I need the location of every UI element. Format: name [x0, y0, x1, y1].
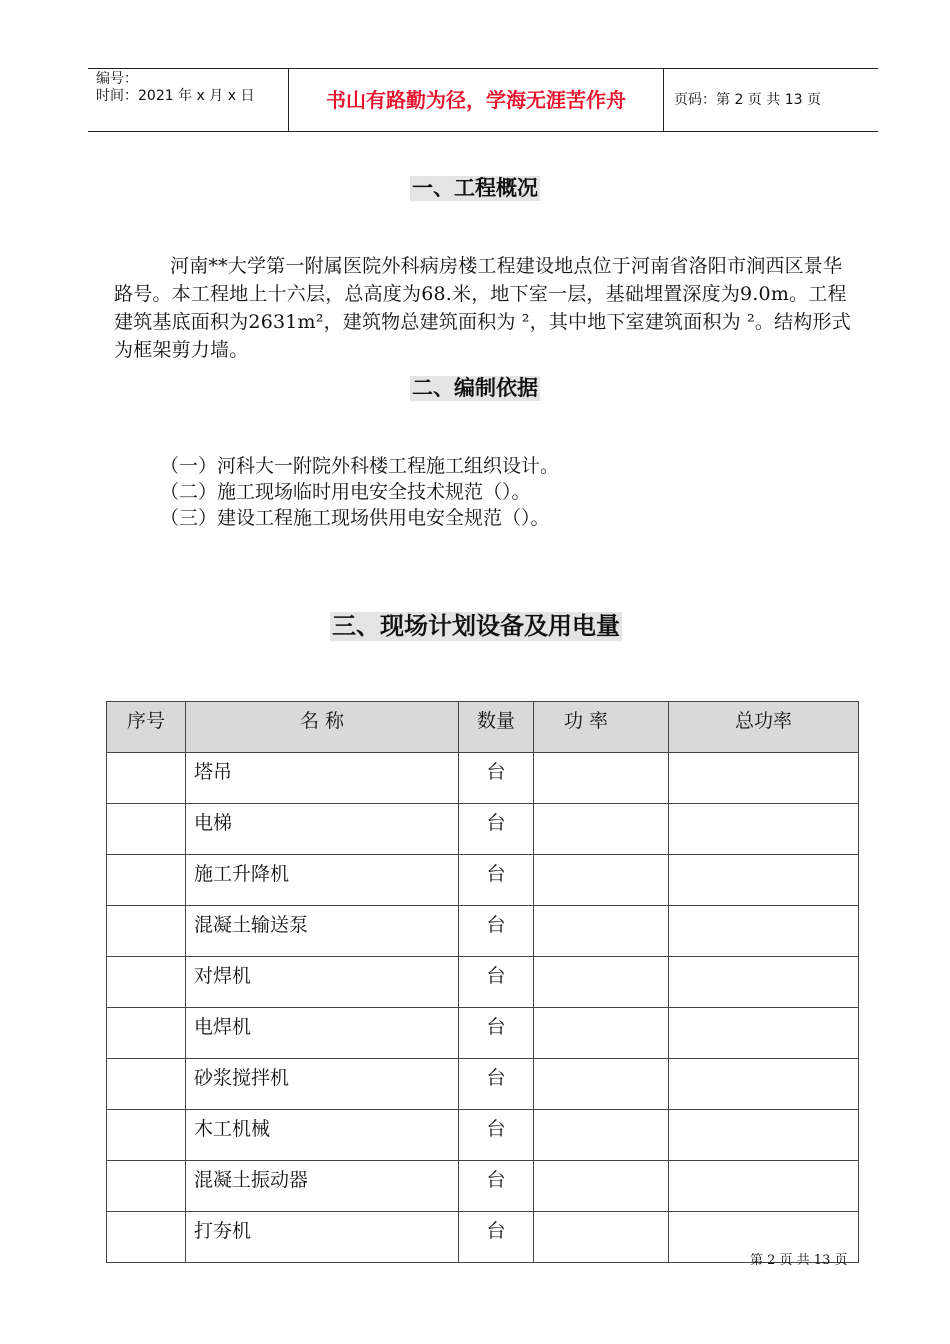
basis-item-2: （二）施工现场临时用电安全技术规范（）。: [160, 481, 531, 503]
header-name: 名 称: [186, 702, 459, 753]
row-index: [107, 906, 186, 957]
row-name: 电焊机: [186, 1008, 459, 1059]
row-index: [107, 1059, 186, 1110]
row-power: [534, 957, 669, 1008]
header-page-number: 页码：第 2 页 共 13 页: [674, 92, 821, 108]
document-time-label: 时间：2021 年 x 月 x 日: [96, 88, 255, 104]
row-power: [534, 1008, 669, 1059]
row-index: [107, 1212, 186, 1263]
row-quantity: 台: [459, 804, 534, 855]
document-number-label: 编号：: [96, 71, 138, 87]
row-index: [107, 1161, 186, 1212]
row-name: 打夯机: [186, 1212, 459, 1263]
section-2-title: 二、编制依据: [412, 376, 538, 400]
header-power: 功 率: [534, 702, 669, 753]
row-quantity: 台: [459, 1059, 534, 1110]
table-row: [107, 753, 859, 804]
row-quantity: 台: [459, 906, 534, 957]
row-quantity: 台: [459, 1161, 534, 1212]
header-index: 序号: [107, 702, 186, 753]
row-power: [534, 906, 669, 957]
row-quantity: 台: [459, 957, 534, 1008]
row-total-power: [669, 1008, 859, 1059]
table-row: [107, 906, 859, 957]
row-index: [107, 1008, 186, 1059]
row-total-power: [669, 1059, 859, 1110]
row-power: [534, 1212, 669, 1263]
equipment-table: [106, 701, 859, 1263]
row-total-power: [669, 906, 859, 957]
row-name: 砂浆搅拌机: [186, 1059, 459, 1110]
row-total-power: [669, 753, 859, 804]
row-index: [107, 957, 186, 1008]
table-row: [107, 957, 859, 1008]
row-power: [534, 753, 669, 804]
section-1-paragraph: [114, 252, 854, 364]
row-quantity: 台: [459, 1110, 534, 1161]
table-row: [107, 1059, 859, 1110]
row-power: [534, 1059, 669, 1110]
table-row: [107, 1008, 859, 1059]
row-name: 混凝土输送泵: [186, 906, 459, 957]
header-total-power: 总功率: [669, 702, 859, 753]
basis-item-1: （一）河科大一附院外科楼工程施工组织设计。: [160, 455, 560, 477]
header-quantity: 数量: [459, 702, 534, 753]
row-power: [534, 1161, 669, 1212]
row-index: [107, 804, 186, 855]
row-index: [107, 1110, 186, 1161]
row-total-power: [669, 1161, 859, 1212]
basis-item-3: （三）建设工程施工现场供用电安全规范（）。: [160, 507, 550, 529]
section-1-text: 河南**大学第一附属医院外科病房楼工程建设地点位于河南省洛阳市涧西区景华路号。本工程地上十六层，总高度为68.米，地下室一层，基础埋置深度为9.0m。工程建筑基底面积为2631m²，建筑物总建筑面积为 ²，其中地下室建筑面积为 ²。结构形式为框架剪力墙。: [114, 255, 851, 361]
table-row: [107, 855, 859, 906]
table-row: [107, 1110, 859, 1161]
table-row: [107, 804, 859, 855]
row-index: [107, 855, 186, 906]
row-name: 对焊机: [186, 957, 459, 1008]
header-motto: 书山有路勤为径，学海无涯苦作舟: [288, 69, 664, 131]
row-quantity: 台: [459, 1008, 534, 1059]
row-total-power: [669, 855, 859, 906]
row-name: 施工升降机: [186, 855, 459, 906]
row-name: 木工机械: [186, 1110, 459, 1161]
row-name: 混凝土振动器: [186, 1161, 459, 1212]
page-header: [88, 68, 878, 132]
section-1-title: 一、工程概况: [412, 176, 538, 200]
section-3-title: 三、现场计划设备及用电量: [332, 612, 620, 640]
row-power: [534, 855, 669, 906]
row-total-power: [669, 804, 859, 855]
row-quantity: 台: [459, 855, 534, 906]
row-name: 电梯: [186, 804, 459, 855]
row-power: [534, 1110, 669, 1161]
row-index: [107, 753, 186, 804]
row-name: 塔吊: [186, 753, 459, 804]
table-row: [107, 1161, 859, 1212]
row-total-power: [669, 1110, 859, 1161]
row-quantity: 台: [459, 753, 534, 804]
basis-list: [160, 453, 559, 531]
header-meta: [88, 69, 288, 133]
row-quantity: 台: [459, 1212, 534, 1263]
table-row: [107, 1212, 859, 1263]
table-header-row: [107, 702, 859, 753]
row-total-power: [669, 957, 859, 1008]
row-power: [534, 804, 669, 855]
page-footer: 第 2 页 共 13 页: [750, 1253, 848, 1268]
